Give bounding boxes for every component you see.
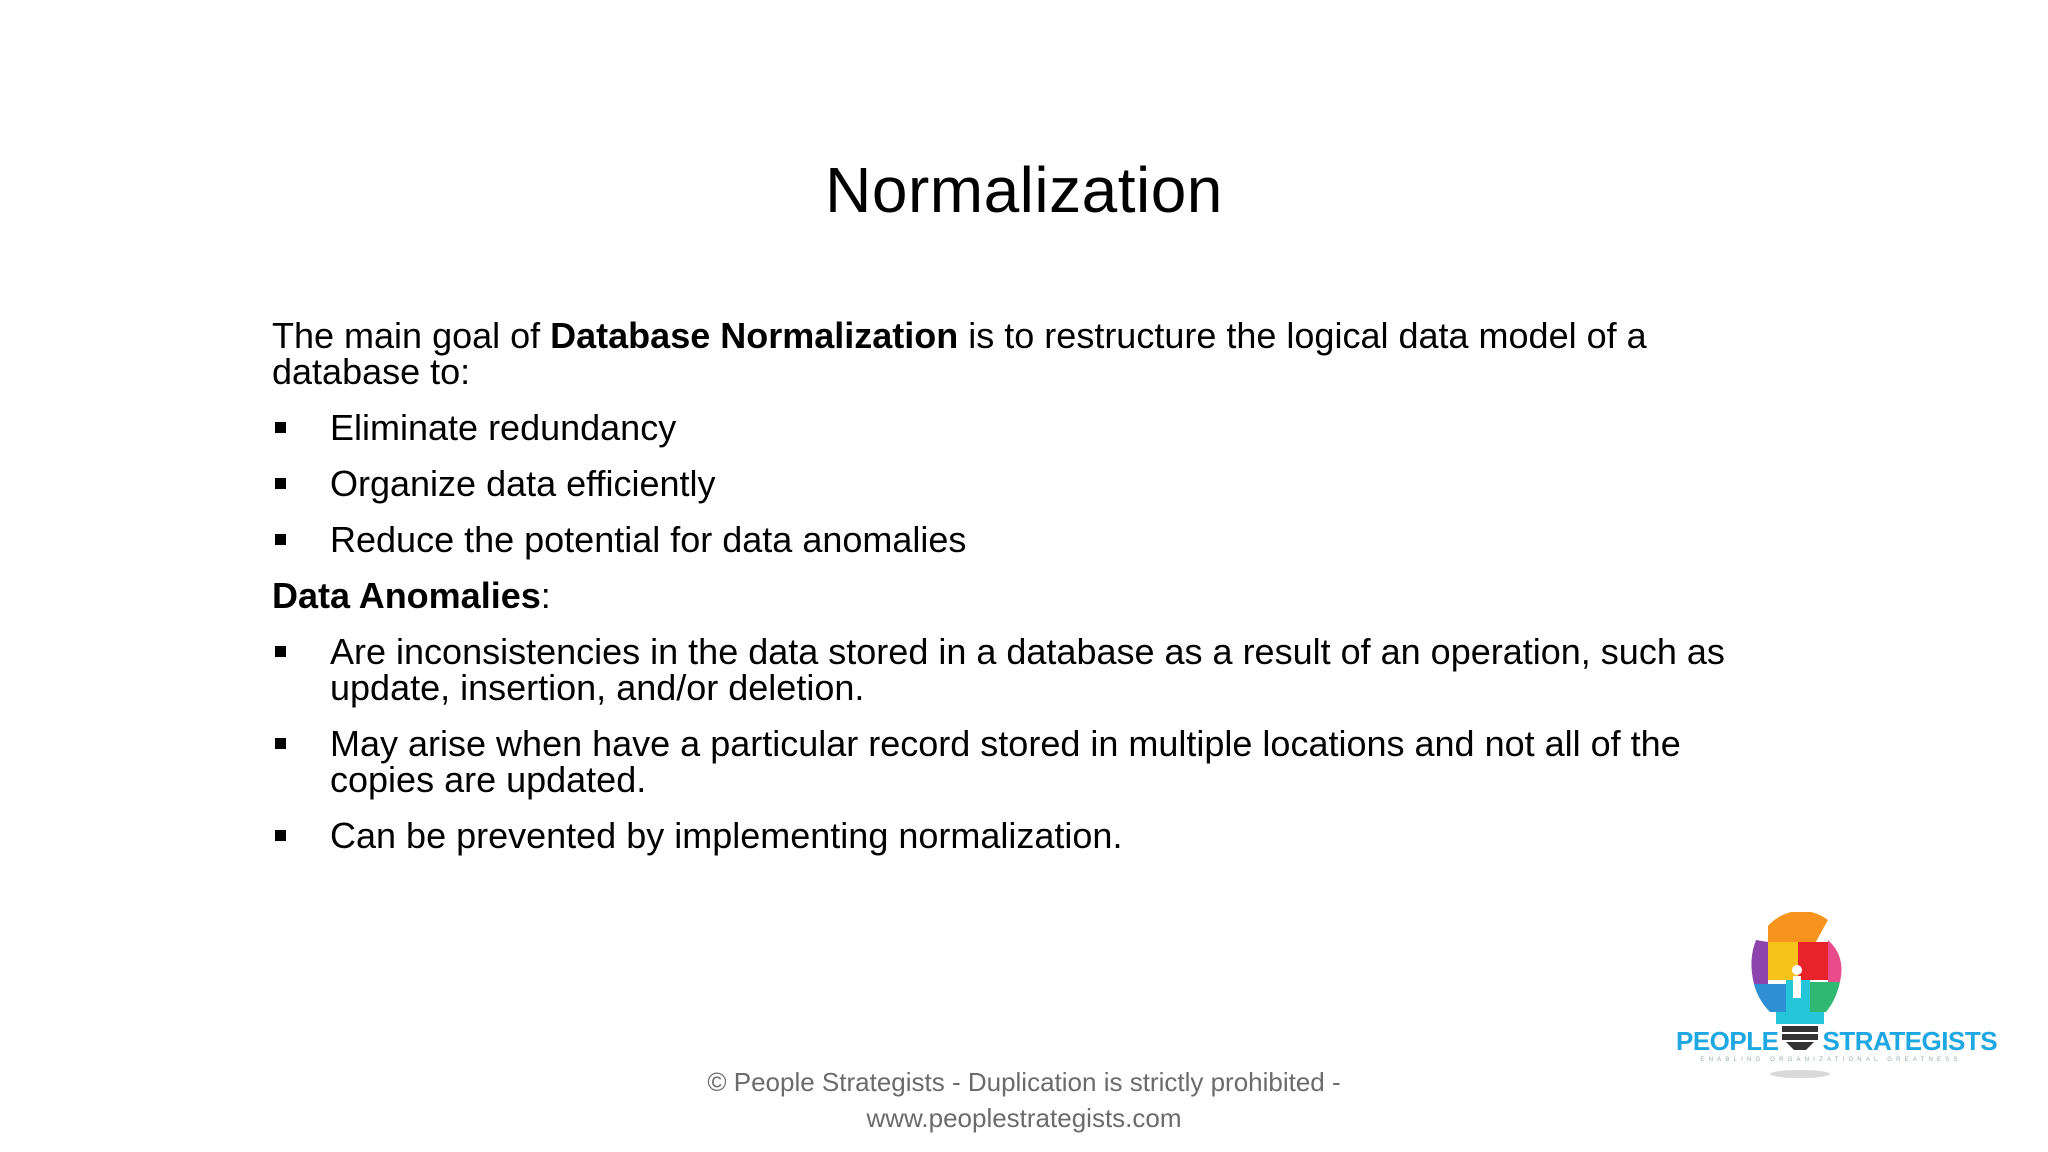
square-bullet-icon	[275, 830, 286, 841]
intro-text-start: The main goal of	[272, 315, 551, 356]
list-item	[272, 815, 1792, 856]
anomaly-text: Can be prevented by implementing normalization.	[330, 815, 1123, 856]
intro-paragraph	[272, 315, 1792, 392]
goal-text: Eliminate redundancy	[330, 407, 677, 448]
anomalies-heading	[272, 575, 1792, 616]
anomalies-list	[272, 631, 1792, 856]
footer-copyright	[0, 1064, 2048, 1136]
logo-word-strategists: STRATEGISTS	[1822, 1026, 1998, 1056]
list-item	[272, 463, 1792, 504]
anomaly-text: May arise when have a particular record stored in multiple locations and not all of the copies are updated.	[330, 723, 1681, 800]
goals-list	[272, 407, 1792, 560]
goal-text: Reduce the potential for data anomalies	[330, 519, 967, 560]
square-bullet-icon	[275, 646, 286, 657]
anomalies-heading-bold: Data Anomalies	[272, 575, 541, 616]
list-item	[272, 519, 1792, 560]
square-bullet-icon	[275, 422, 286, 433]
logo-tagline: ENABLING ORGANIZATIONAL GREATNESS	[1700, 1057, 1962, 1063]
logo-word-people: PEOPLE	[1676, 1026, 1779, 1056]
list-item	[272, 631, 1792, 708]
footer-line-1: © People Strategists - Duplication is strictly prohibited -	[707, 1067, 1341, 1097]
people-strategists-logo	[1676, 912, 1998, 1088]
anomalies-heading-colon: :	[540, 575, 551, 616]
slide-body	[272, 315, 1792, 874]
footer-line-2: www.peoplestrategists.com	[866, 1103, 1182, 1133]
anomaly-text: Are inconsistencies in the data stored in a database as a result of an operation, such as update, insertion, and/or deletion.	[330, 631, 1725, 708]
goal-text: Organize data efficiently	[330, 463, 716, 504]
square-bullet-icon	[275, 534, 286, 545]
logo-wordmark	[1676, 1026, 1998, 1057]
square-bullet-icon	[275, 738, 286, 749]
list-item	[272, 723, 1792, 800]
intro-bold-term: Database Normalization	[550, 315, 959, 356]
slide-title: Normalization	[825, 154, 1223, 226]
intro-text-end: is to restructure the logical data model of a database to:	[272, 315, 1647, 392]
list-item	[272, 407, 1792, 448]
square-bullet-icon	[275, 478, 286, 489]
